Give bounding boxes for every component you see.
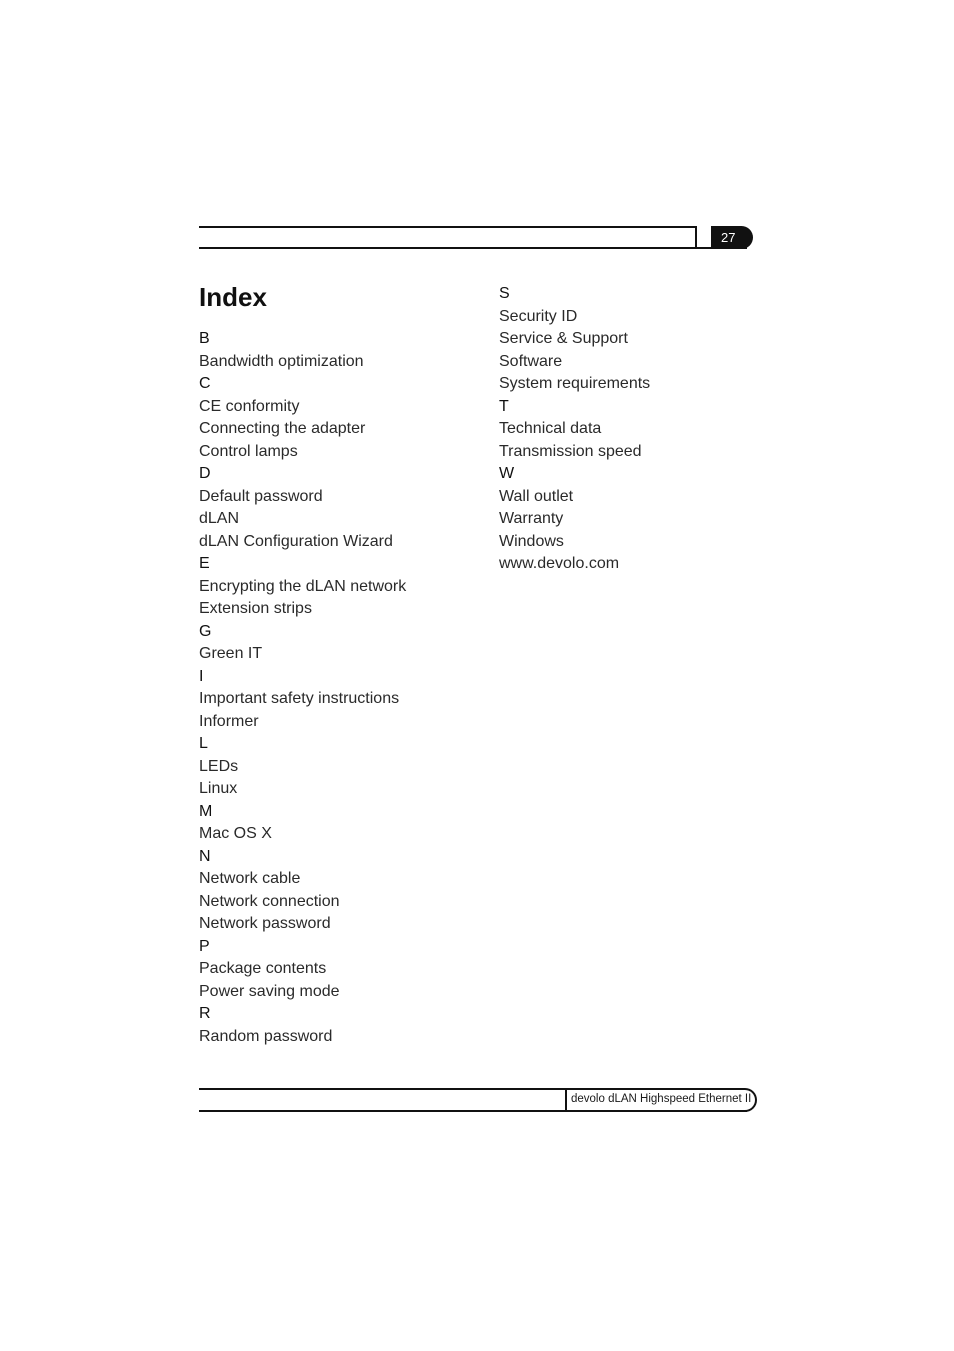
index-entry: Service & Support [499, 330, 628, 347]
index-entry: www.devolo.com [499, 555, 620, 572]
index-entry: System requirements [499, 375, 651, 392]
index-entry: Mac OS X [199, 825, 272, 842]
index-entry: dLAN Configuration Wizard [199, 532, 393, 550]
header-rule-bottom [199, 247, 747, 249]
index-entry: Bandwidth optimization [199, 352, 364, 370]
header-rule-top [199, 226, 696, 228]
index-entry: Extension strips [199, 600, 312, 617]
index-letter-heading: N [199, 847, 211, 865]
footer-product-name: devolo dLAN Highspeed Ethernet II [571, 1093, 752, 1105]
index-letter-heading: I [199, 667, 204, 685]
index-letter-heading: M [199, 802, 213, 820]
index-entry: Transmission speed [499, 442, 642, 460]
index-entry: Connecting the adapter [199, 420, 366, 437]
index-entry: Network connection [199, 892, 340, 910]
index-column-left [199, 328, 459, 1048]
index-letter-heading: W [499, 465, 515, 482]
index-entry: Linux [199, 780, 238, 797]
index-letter-heading: P [199, 937, 210, 955]
index-letter-heading: G [199, 622, 212, 640]
index-entry: Windows [499, 532, 564, 550]
page-number: 27 [711, 226, 753, 249]
page-title: Index [199, 282, 267, 312]
index-letter-heading: E [199, 555, 210, 572]
index-letter-heading: R [199, 1005, 211, 1022]
index-letter-heading: L [199, 735, 208, 752]
index-entry: Power saving mode [199, 982, 340, 1000]
index-column-right [499, 283, 759, 576]
index-entry: dLAN [199, 510, 240, 527]
footer-divider [565, 1088, 567, 1112]
index-entry: Software [499, 352, 563, 370]
index-entry: Default password [199, 487, 323, 505]
index-letter-heading: C [199, 375, 211, 392]
index-entry: CE conformity [199, 397, 300, 415]
index-letter-heading: D [199, 465, 211, 482]
footer-rule-bottom [199, 1110, 747, 1112]
index-entry: Wall outlet [499, 487, 574, 505]
index-entry: LEDs [199, 757, 239, 775]
index-entry: Network cable [199, 870, 301, 887]
page-footer-bar [199, 1088, 755, 1112]
index-entry: Package contents [199, 960, 327, 977]
index-entry: Control lamps [199, 442, 298, 460]
index-entry: Green IT [199, 645, 263, 662]
index-letter-heading: B [199, 330, 210, 347]
index-entry: Informer [199, 712, 259, 730]
index-entry: Technical data [499, 420, 602, 437]
header-divider [695, 226, 697, 249]
index-entry: Encrypting the dLAN network [199, 577, 407, 595]
footer-rule-top [199, 1088, 744, 1090]
index-letter-heading: S [499, 285, 510, 302]
index-letter-heading: T [499, 397, 509, 415]
page-header-bar [199, 226, 755, 249]
index-entry: Warranty [499, 510, 564, 527]
index-entry: Network password [199, 915, 331, 932]
index-entry: Random password [199, 1027, 333, 1045]
index-entry: Important safety instructions [199, 690, 400, 707]
index-entry: Security ID [499, 307, 578, 325]
